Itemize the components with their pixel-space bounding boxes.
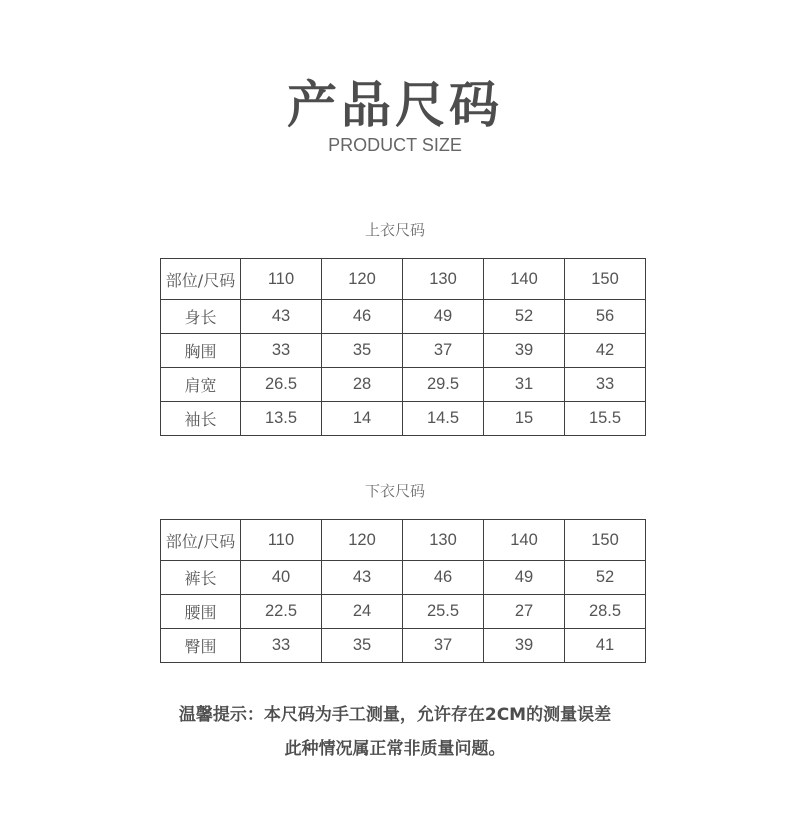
table-header-cell: 110 — [241, 520, 322, 561]
page-title: 产品尺码 — [287, 76, 503, 134]
table-header-cell: 130 — [403, 259, 484, 300]
table-cell: 40 — [241, 561, 322, 595]
table-header-cell: 120 — [322, 520, 403, 561]
table-cell: 31 — [484, 368, 565, 402]
table-cell: 28.5 — [565, 595, 646, 629]
table-cell: 39 — [484, 629, 565, 663]
table-cell: 43 — [241, 300, 322, 334]
top-size-table — [160, 258, 646, 436]
table-cell: 37 — [403, 334, 484, 368]
table-cell: 33 — [565, 368, 646, 402]
table-cell: 43 — [322, 561, 403, 595]
table-row — [161, 595, 646, 629]
table-cell: 29.5 — [403, 368, 484, 402]
row-label: 肩宽 — [161, 368, 241, 402]
table-header-cell: 部位/尺码 — [161, 520, 241, 561]
table-header-cell: 部位/尺码 — [161, 259, 241, 300]
row-label: 胸围 — [161, 334, 241, 368]
table-row — [161, 300, 646, 334]
measurement-note-continued: 此种情况属正常非质量问题。 — [284, 739, 506, 759]
row-label: 臀围 — [161, 629, 241, 663]
row-label: 身长 — [161, 300, 241, 334]
table-cell: 25.5 — [403, 595, 484, 629]
table-row — [161, 368, 646, 402]
top-size-caption: 上衣尺码 — [364, 221, 425, 239]
table-cell: 52 — [484, 300, 565, 334]
table-cell: 33 — [241, 334, 322, 368]
table-header-cell: 140 — [484, 259, 565, 300]
row-label: 袖长 — [161, 402, 241, 436]
table-header-cell: 110 — [241, 259, 322, 300]
table-cell: 22.5 — [241, 595, 322, 629]
table-cell: 49 — [484, 561, 565, 595]
table-cell: 13.5 — [241, 402, 322, 436]
measurement-note: 温馨提示：本尺码为手工测量，允许存在2CM的测量误差 — [178, 705, 612, 725]
table-header-cell: 130 — [403, 520, 484, 561]
table-cell: 42 — [565, 334, 646, 368]
table-header-cell: 140 — [484, 520, 565, 561]
page-subtitle: PRODUCT SIZE — [328, 135, 462, 155]
table-header-cell: 120 — [322, 259, 403, 300]
row-label: 腰围 — [161, 595, 241, 629]
table-cell: 35 — [322, 629, 403, 663]
table-cell: 46 — [403, 561, 484, 595]
table-cell: 24 — [322, 595, 403, 629]
row-label: 裤长 — [161, 561, 241, 595]
table-header-cell: 150 — [565, 259, 646, 300]
table-cell: 35 — [322, 334, 403, 368]
table-cell: 15 — [484, 402, 565, 436]
table-cell: 27 — [484, 595, 565, 629]
table-cell: 28 — [322, 368, 403, 402]
table-cell: 52 — [565, 561, 646, 595]
table-cell: 56 — [565, 300, 646, 334]
table-cell: 15.5 — [565, 402, 646, 436]
table-cell: 33 — [241, 629, 322, 663]
table-cell: 37 — [403, 629, 484, 663]
table-cell: 14.5 — [403, 402, 484, 436]
table-cell: 26.5 — [241, 368, 322, 402]
table-row — [161, 334, 646, 368]
bottom-size-table — [160, 519, 646, 663]
table-cell: 41 — [565, 629, 646, 663]
bottom-size-caption: 下衣尺码 — [364, 482, 425, 500]
table-cell: 39 — [484, 334, 565, 368]
table-row — [161, 629, 646, 663]
table-header-row — [161, 520, 646, 561]
table-cell: 49 — [403, 300, 484, 334]
table-cell: 46 — [322, 300, 403, 334]
table-header-cell: 150 — [565, 520, 646, 561]
table-row — [161, 561, 646, 595]
table-cell: 14 — [322, 402, 403, 436]
table-row — [161, 402, 646, 436]
table-header-row — [161, 259, 646, 300]
